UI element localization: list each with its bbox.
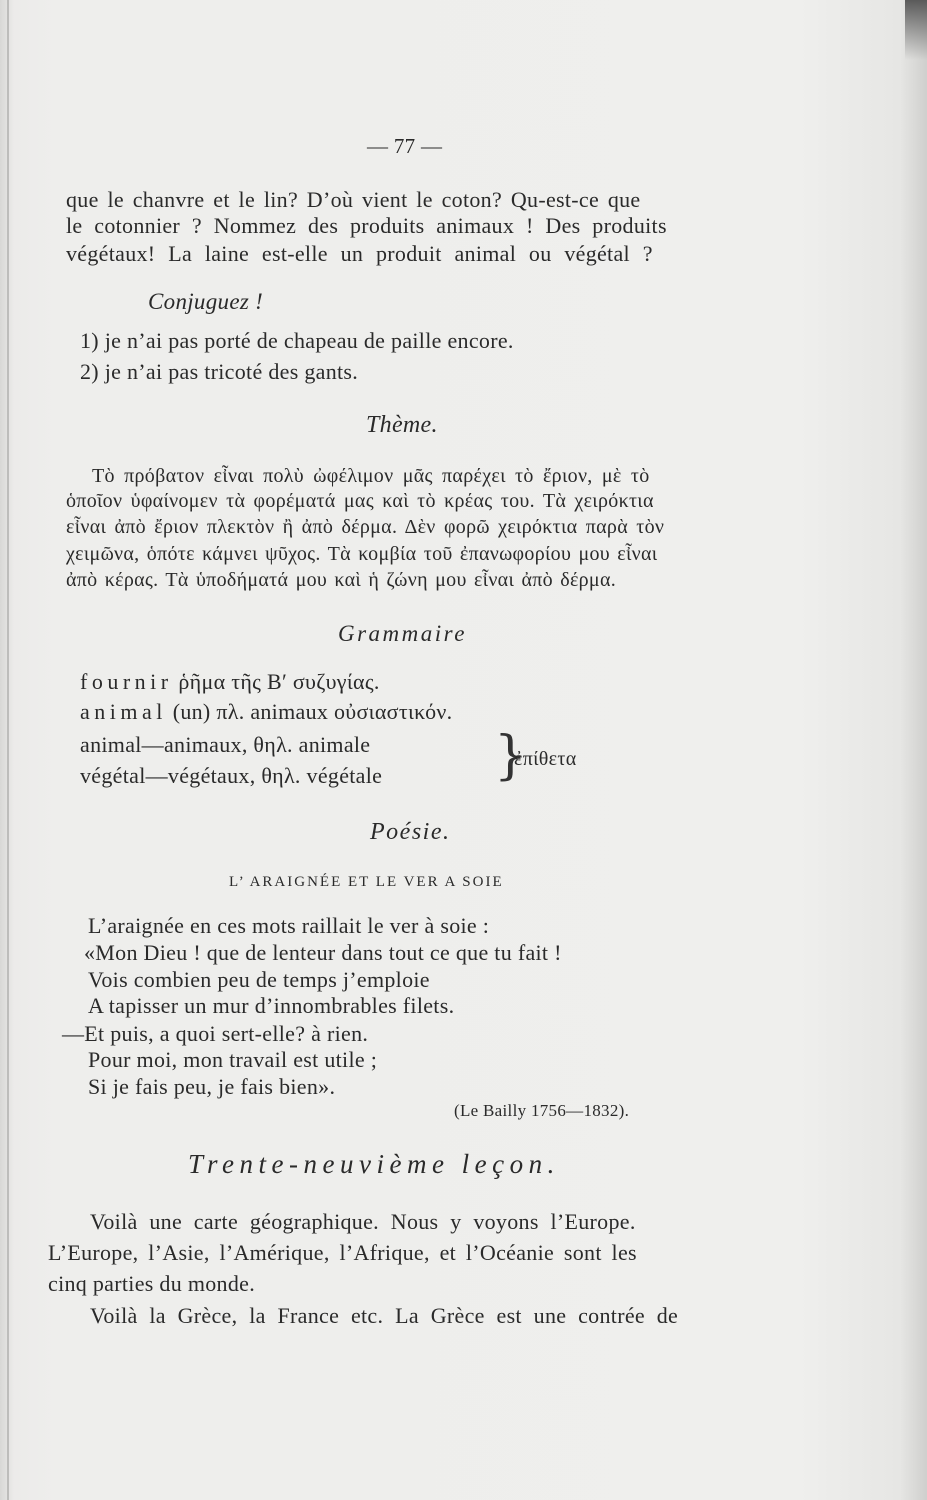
fournir-description: ῥῆμα τῆς Β′ συζυγίας. [178,669,380,694]
grammaire-line-2 [80,698,452,726]
poem-line-5: —Et puis, a quoi sert-elle? à rien. [62,1021,369,1046]
poem-line-6: Pour moi, mon travail est utile ; [88,1047,378,1072]
poem-line-4: A tapisser un mur d’innombrables filets. [88,993,455,1018]
theme-line-5: ἀπὸ κέρας. Τὰ ὑποδήματά μου καὶ ἡ ζώνη μου εἶναι ἀπὸ δέρμα. [66,569,617,591]
page-spine-edge [7,0,9,1500]
theme-heading: Thème. [366,412,438,438]
question-line-3: végétaux! La laine est-elle un produit animal ou végétal ? [66,241,653,266]
curly-brace: } [494,726,528,786]
poem-line-3: Vois combien peu de temps j’emploie [88,967,430,992]
conjuguez-item-1: 1) je n’ai pas porté de chapeau de paille encore. [80,328,514,353]
question-line-2: le cotonnier ? Nommez des produits animaux ! Des produits [66,213,667,238]
fournir-word: fournir [80,669,173,694]
lecon-line-2: L’Europe, l’Asie, l’Amérique, l’Afrique, et l’Océanie sont les [48,1240,637,1265]
grammaire-heading: Grammaire [338,621,467,646]
theme-line-3: εἶναι ἀπὸ ἔριον πλεκτὸν ἢ ἀπὸ δέρμα. Δὲν φορῶ χειρόκτια παρὰ τὸν [66,516,665,538]
grammaire-line-3: animal—animaux, θηλ. animale [80,732,371,757]
animal-description: (un) πλ. animaux οὐσιαστικόν. [172,699,453,724]
poesie-heading: Poésie. [370,819,451,845]
conjuguez-item-2: 2) je n’ai pas tricoté des gants. [80,359,359,384]
grammaire-line-4: végétal—végétaux, θηλ. végétale [80,763,383,788]
lecon-line-3: cinq parties du monde. [48,1271,255,1296]
poem-title: L’ ARAIGNÉE ET LE VER A SOIE [229,874,504,890]
theme-line-1: Τὸ πρόβατον εἶναι πολὺ ὠφέλιμον μᾶς παρέχει τὸ ἔριον, μὲ τὸ [92,465,650,487]
poem-line-1: L’araignée en ces mots raillait le ver à soie : [88,913,490,938]
lecon-heading: Trente-neuvième leçon. [188,1149,560,1179]
theme-line-4: χειμῶνα, ὁπότε κάμνει ψῦχος. Τὰ κομβία τοῦ ἐπανωφορίου μου εἶναι [66,543,658,565]
page-corner-shadow [905,0,927,60]
poem-attribution: (Le Bailly 1756—1832). [454,1101,630,1120]
brace-label: ἐπίθετα [514,748,577,770]
question-line-1: que le chanvre et le lin? D’où vient le coton? Qu-est-ce que [66,187,641,212]
poem-line-7: Si je fais peu, je fais bien». [88,1074,336,1099]
page-number: — 77 — [367,134,443,158]
theme-line-2: ὁποῖον ὑφαίνομεν τὰ φορέματά μας καὶ τὸ κρέας του. Τὰ χειρόκτια [66,490,654,512]
lecon-line-4: Voilà la Grèce, la France etc. La Grèce est une contrée de [90,1303,679,1328]
lecon-line-1: Voilà une carte géographique. Nous y voyons l’Europe. [90,1209,636,1234]
poem-line-2: «Mon Dieu ! que de lenteur dans tout ce que tu fait ! [84,940,562,965]
conjuguez-heading: Conjuguez ! [148,289,264,314]
grammaire-line-1 [80,668,380,696]
animal-word: animal [80,699,167,724]
